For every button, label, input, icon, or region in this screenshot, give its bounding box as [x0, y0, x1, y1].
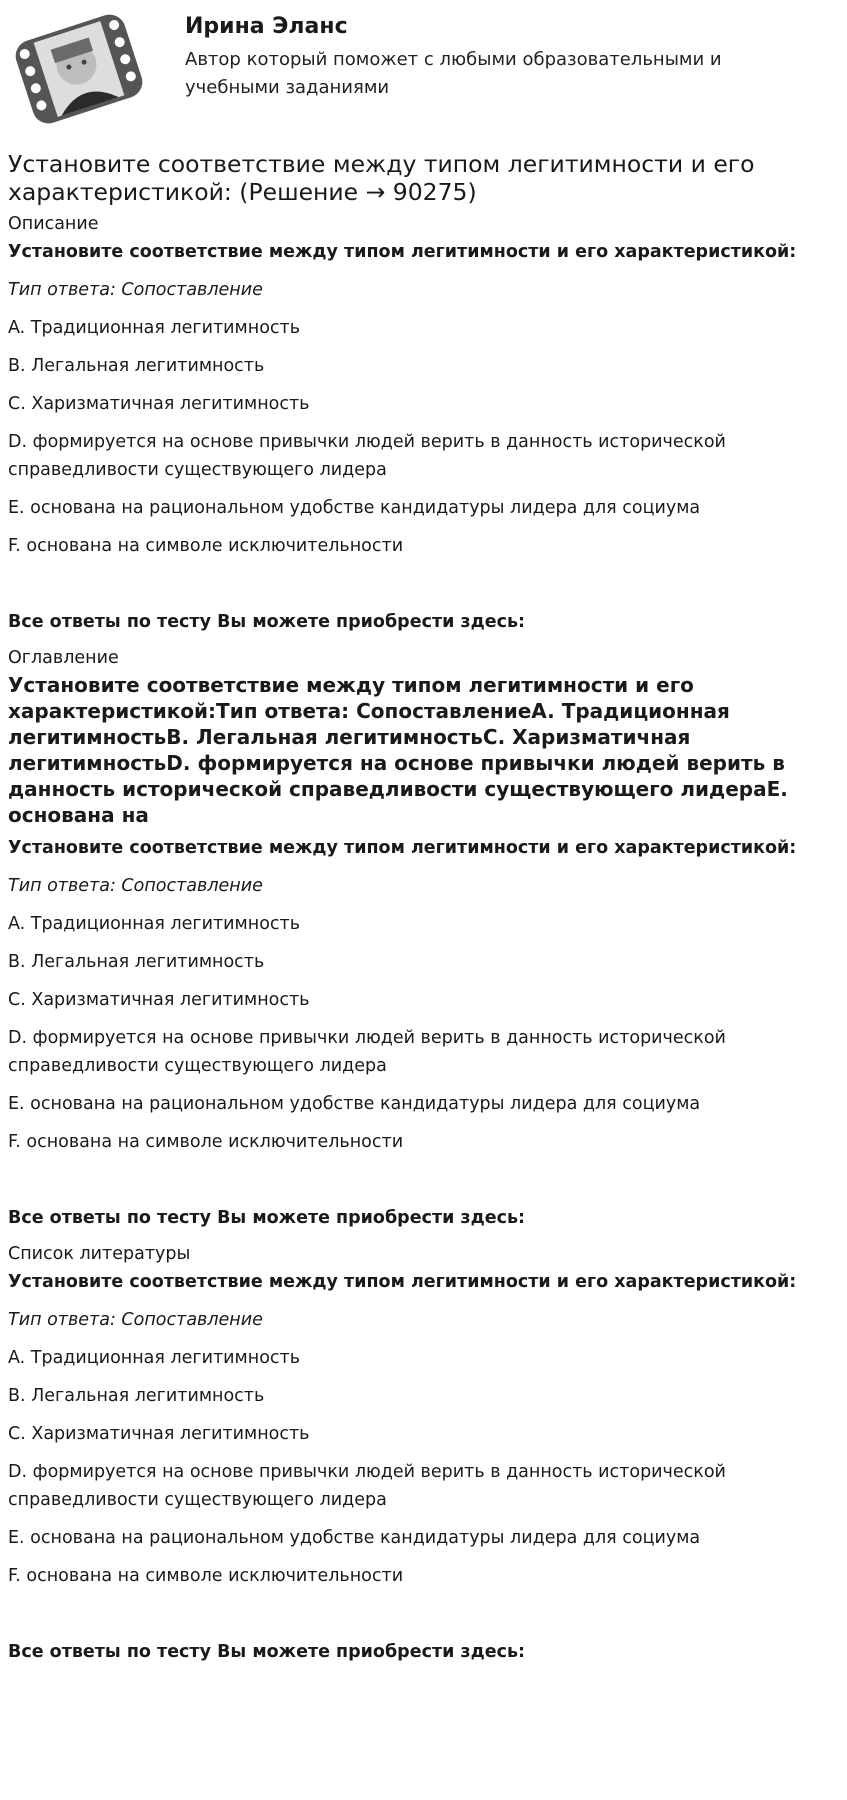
option-c: C. Харизматичная легитимность [8, 990, 310, 1010]
option-c: C. Харизматичная легитимность [8, 1424, 310, 1444]
question-title: Установите соответствие между типом легитимности и его характеристикой: [8, 838, 797, 858]
option-f: F. основана на символе исключительности [8, 1566, 404, 1586]
author-name: Ирина Эланс [185, 14, 348, 39]
option-d: D. формируется на основе привычки людей верить в данность исторической справедливости существующего лидера [8, 1462, 726, 1510]
answer-type: Тип ответа: Сопоставление [8, 1310, 263, 1330]
option-d: D. формируется на основе привычки людей верить в данность исторической справедливости существующего лидера [8, 432, 726, 480]
description-section [8, 212, 839, 634]
option-f: F. основана на символе исключительности [8, 1132, 404, 1152]
contents-summary: Установите соответствие между типом легитимности и его характеристикой:Тип ответа: СопоставлениеA. Традиционная легитимностьB. Легальная легитимностьC. Харизматичная легитимностьD. формируется на основе привычки людей верить в данность исторической справедливости существующего лидераE. основана на [8, 673, 788, 827]
author-avatar [8, 8, 150, 130]
question-title: Установите соответствие между типом легитимности и его характеристикой: [8, 1272, 797, 1292]
option-e: E. основана на рациональном удобстве кандидатуры лидера для социума [8, 1528, 701, 1548]
buy-answers-text: Все ответы по тесту Вы можете приобрести здесь: [8, 1642, 526, 1662]
option-a: A. Традиционная легитимность [8, 318, 301, 338]
buy-answers-text: Все ответы по тесту Вы можете приобрести здесь: [8, 612, 526, 632]
section-label-bibliography: Список литературы [8, 1244, 191, 1264]
section-label-description: Описание [8, 214, 99, 234]
buy-answers-text: Все ответы по тесту Вы можете приобрести здесь: [8, 1208, 526, 1228]
option-e: E. основана на рациональном удобстве кандидатуры лидера для социума [8, 1094, 701, 1114]
author-photo-icon [8, 8, 150, 130]
option-f: F. основана на символе исключительности [8, 536, 404, 556]
option-b: B. Легальная легитимность [8, 356, 265, 376]
option-b: B. Легальная легитимность [8, 952, 265, 972]
answer-type: Тип ответа: Сопоставление [8, 280, 263, 300]
option-c: C. Харизматичная легитимность [8, 394, 310, 414]
page-title: Установите соответствие между типом легитимности и его характеристикой: (Решение → 90275) [8, 150, 755, 206]
option-d: D. формируется на основе привычки людей верить в данность исторической справедливости существующего лидера [8, 1028, 726, 1076]
option-b: B. Легальная легитимность [8, 1386, 265, 1406]
question-title: Установите соответствие между типом легитимности и его характеристикой: [8, 242, 797, 262]
option-a: A. Традиционная легитимность [8, 914, 301, 934]
section-label-contents: Оглавление [8, 648, 119, 668]
bibliography-section [8, 1242, 839, 1664]
contents-section [8, 646, 839, 1230]
author-info [185, 12, 785, 102]
answer-type: Тип ответа: Сопоставление [8, 876, 263, 896]
option-e: E. основана на рациональном удобстве кандидатуры лидера для социума [8, 498, 701, 518]
author-card [8, 0, 839, 140]
option-a: A. Традиционная легитимность [8, 1348, 301, 1368]
author-description: Автор который поможет с любыми образовательными и учебными заданиями [185, 49, 722, 98]
